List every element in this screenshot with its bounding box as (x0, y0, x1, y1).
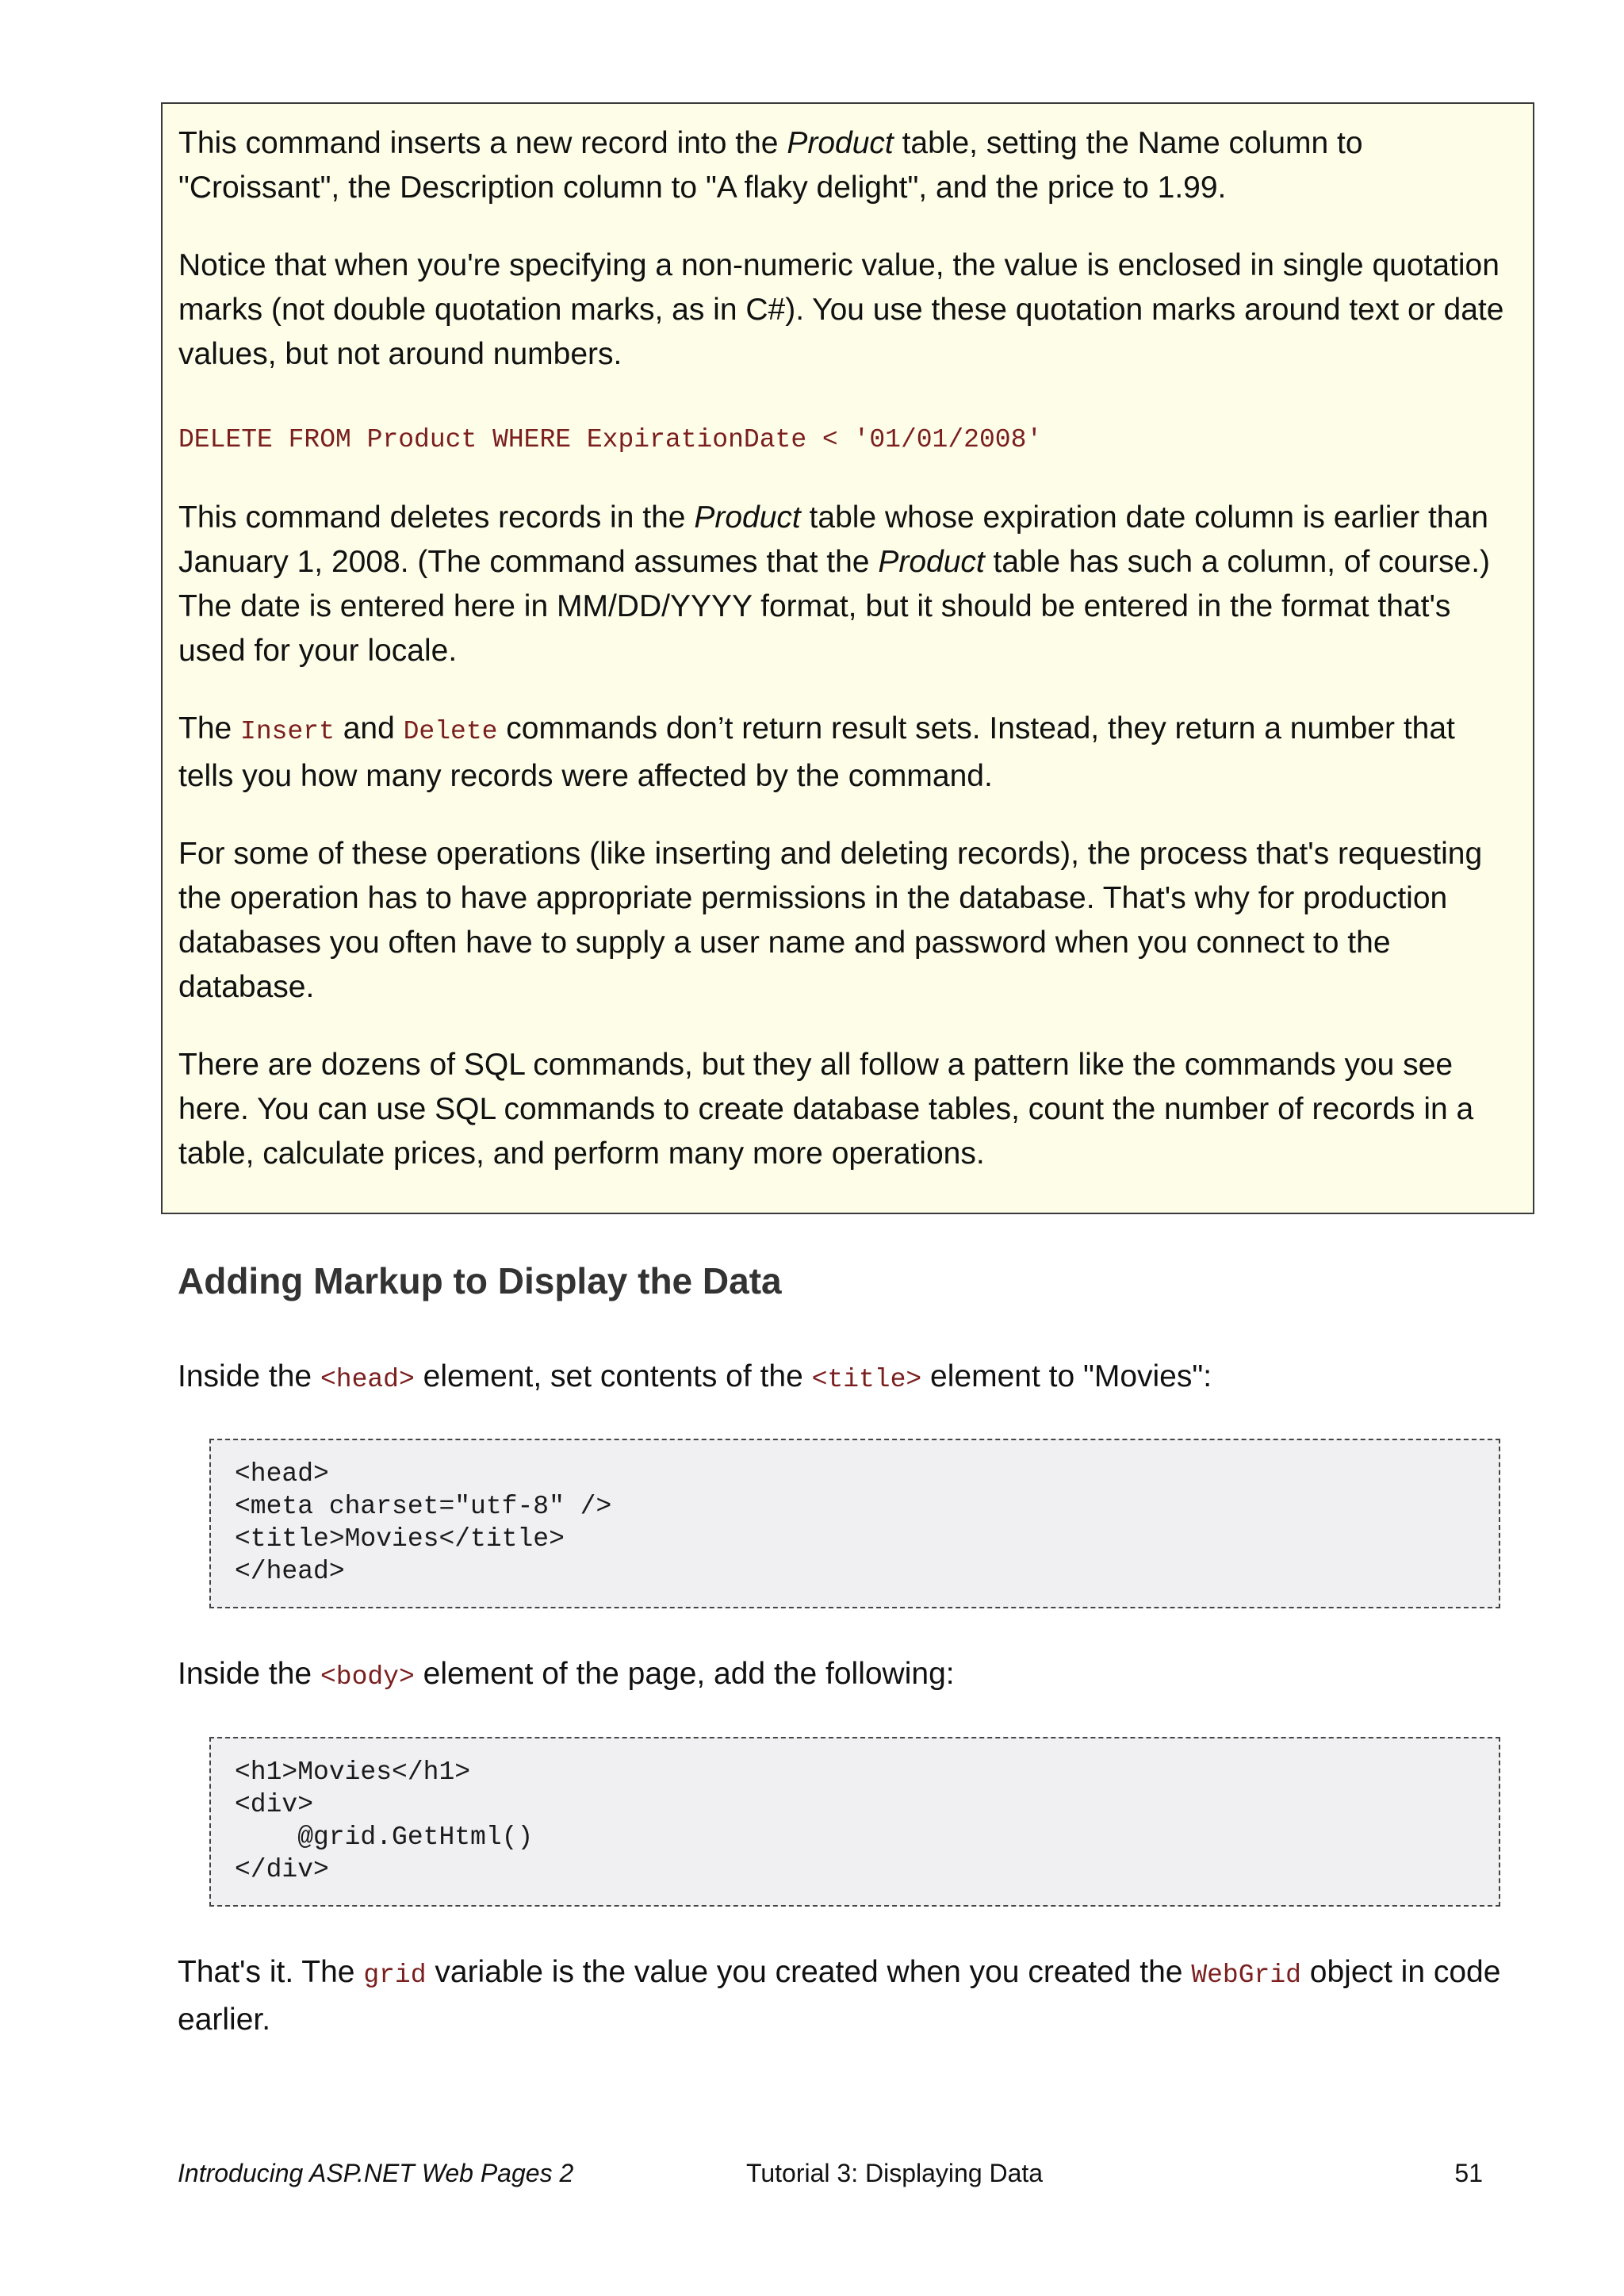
page-footer (178, 2159, 1483, 2191)
text-run: variable is the value you created when you created the (426, 1955, 1192, 1989)
text-run: Inside the (178, 1657, 320, 1691)
paragraph-body-instructions (178, 1652, 1542, 1700)
inline-code-grid: grid (363, 1961, 427, 1990)
code-listing-body: <h1>Movies</h1> <div> @grid.GetHtml() </div> (235, 1757, 534, 1884)
inline-code-delete: Delete (403, 717, 498, 746)
code-block-body (209, 1737, 1500, 1907)
text-run: This command inserts a new record into the (178, 126, 787, 160)
text-run: table, setting the Name column to "Croissant", the Description column to "A flaky delight", and the price to 1.99. (178, 126, 1363, 205)
footer-chapter-title: Tutorial 3: Displaying Data (746, 2159, 1044, 2187)
text-run: commands don’t return result sets. Instead, they return a number that tells you how many records were affected by the command. (178, 711, 1455, 793)
inline-code-title: <title> (811, 1365, 922, 1394)
text-run: That's it. The (178, 1955, 364, 1989)
inline-code-head: <head> (320, 1365, 415, 1394)
text-run: The (178, 711, 241, 746)
code-listing-head: <head> <meta charset="utf-8" /> <title>Movies</title> </head> (235, 1459, 612, 1586)
text-run: element, set contents of the (414, 1359, 812, 1393)
text-run: element to "Movies": (921, 1359, 1212, 1393)
callout-paragraph-permissions: For some of these operations (like inserting and deleting records), the process that's requesting the operation has to have appropriate permissions in the database. That's why for production databases you often have to supply a user name and password when you connect to the database. (178, 837, 1483, 1004)
text-run: Inside the (178, 1359, 320, 1393)
text-run: and (334, 711, 404, 746)
inline-code-insert: Insert (240, 717, 335, 746)
footer-book-title: Introducing ASP.NET Web Pages 2 (178, 2159, 574, 2187)
inline-code-webgrid: WebGrid (1191, 1961, 1301, 1990)
callout-paragraph-results (178, 707, 1517, 799)
sql-delete-command: DELETE FROM Product WHERE ExpirationDate < '01/01/2008' (178, 425, 1043, 454)
text-run: object in code earlier. (178, 1955, 1501, 2037)
emphasis-product: Product (878, 545, 985, 579)
code-block-head (209, 1439, 1500, 1608)
text-run: table whose expiration date column is earlier than January 1, 2008. (The command assumes that the (178, 500, 1488, 579)
inline-code-body: <body> (320, 1662, 415, 1692)
callout-paragraph-delete (178, 496, 1517, 673)
text-run: table has such a column, of course.) The date is entered here in MM/DD/YYYY format, but it should be entered in the format that's used for your locale. (178, 545, 1491, 668)
callout-paragraph-quotes: Notice that when you're specifying a non-numeric value, the value is enclosed in single quotation marks (not double quotation marks, as in C#). You use these quotation marks around text or date values, but not around numbers. (178, 248, 1504, 371)
emphasis-product: Product (787, 126, 894, 160)
footer-page-number: 51 (1454, 2159, 1483, 2187)
paragraph-head-instructions (178, 1355, 1542, 1402)
text-run: element of the page, add the following: (414, 1657, 955, 1691)
paragraph-conclusion (178, 1950, 1526, 2042)
section-heading: Adding Markup to Display the Data (178, 1260, 782, 1301)
callout-paragraph-insert (178, 121, 1517, 210)
note-callout (161, 102, 1534, 1214)
emphasis-product: Product (694, 500, 801, 535)
callout-paragraph-dozens: There are dozens of SQL commands, but they all follow a pattern like the commands you see here. You can use SQL commands to create database tables, count the number of records in a table, calculate prices, and perform many more operations. (178, 1048, 1474, 1171)
text-run: This command deletes records in the (178, 500, 695, 535)
